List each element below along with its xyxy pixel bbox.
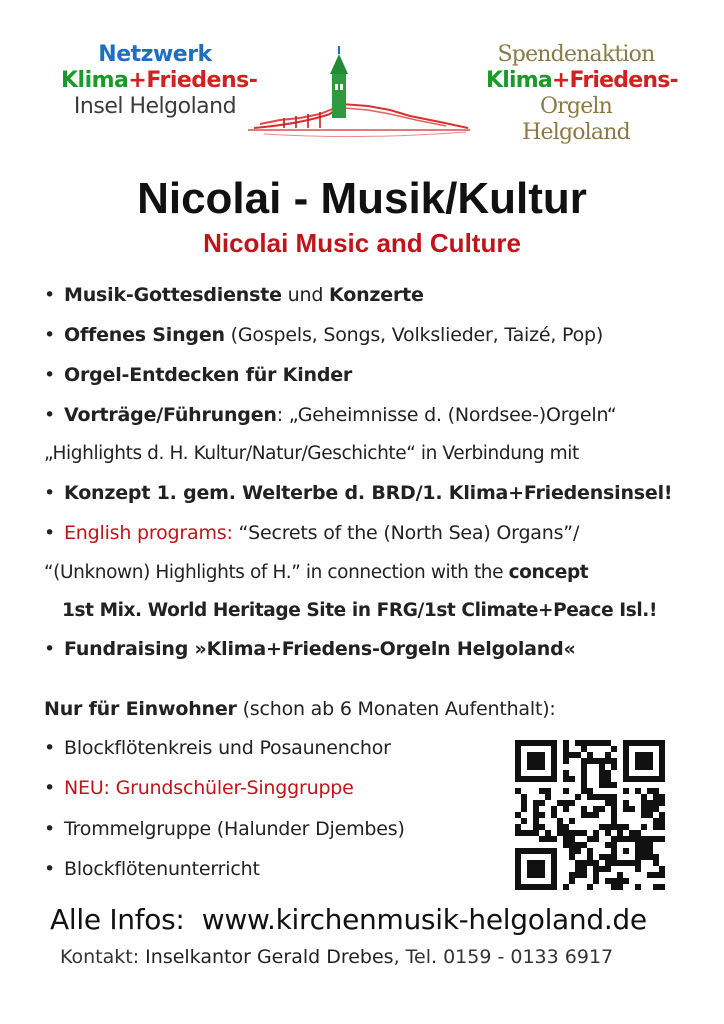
list-item: • Musik-Gottesdienste und Konzerte — [44, 284, 424, 306]
list-item: • English programs: “Secrets of the (North Sea) Organs”/ — [44, 522, 580, 544]
list-item: • Offenes Singen (Gospels, Songs, Volkslieder, Taizé, Pop) — [44, 324, 604, 346]
list-item-continuation: „Highlights d. H. Kultur/Natur/Geschichte“ in Verbindung mit — [44, 443, 579, 464]
network-logo-line3: Insel Helgoland — [73, 93, 237, 119]
helgoland-island-icon — [240, 44, 480, 144]
website-link[interactable]: www.kirchenmusik-helgoland.de — [201, 903, 647, 936]
list-item: • Konzept 1. gem. Welterbe d. BRD/1. Klima+Friedensinsel! — [44, 482, 673, 504]
page-subtitle: Nicolai Music and Culture — [203, 228, 521, 258]
fundraising-logo-line1: Spendenaktion — [497, 42, 655, 67]
qr-code[interactable] — [515, 740, 665, 890]
list-item: • Orgel-Entdecken für Kinder — [44, 364, 353, 386]
network-logo-line2: Klima+Friedens- — [61, 67, 258, 93]
list-item-continuation: “(Unknown) Highlights of H.” in connection with the concept — [44, 562, 589, 583]
website-line — [50, 903, 690, 936]
fundraising-logo — [486, 42, 678, 146]
residents-heading: Nur für Einwohner (schon ab 6 Monaten Aufenthalt): — [44, 698, 556, 720]
network-logo-line1: Netzwerk — [98, 42, 212, 67]
contact-line: Kontakt: Inselkantor Gerald Drebes, Tel. 0159 - 0133 6917 — [60, 946, 614, 968]
list-item: • Fundraising »Klima+Friedens-Orgeln Helgoland« — [44, 638, 576, 660]
list-item: • Trommelgruppe (Halunder Djembes) — [44, 818, 405, 840]
list-item: • Blockflötenkreis und Posaunenchor — [44, 737, 391, 759]
network-logo — [55, 42, 258, 120]
fundraising-logo-line2: Klima+Friedens- — [486, 67, 678, 93]
list-item: • NEU: Grundschüler-Singgruppe — [44, 777, 354, 799]
list-item-continuation: 1st Mix. World Heritage Site in FRG/1st Climate+Peace Isl.! — [62, 600, 657, 621]
fundraising-logo-line3: Orgeln Helgoland — [522, 93, 630, 145]
list-item: • Blockflötenunterricht — [44, 858, 260, 880]
info-label: Alle Infos: — [50, 903, 185, 936]
page-title: Nicolai - Musik/Kultur — [137, 174, 587, 223]
list-item: • Vorträge/Führungen: „Geheimnisse d. (Nordsee-)Orgeln“ — [44, 404, 617, 426]
